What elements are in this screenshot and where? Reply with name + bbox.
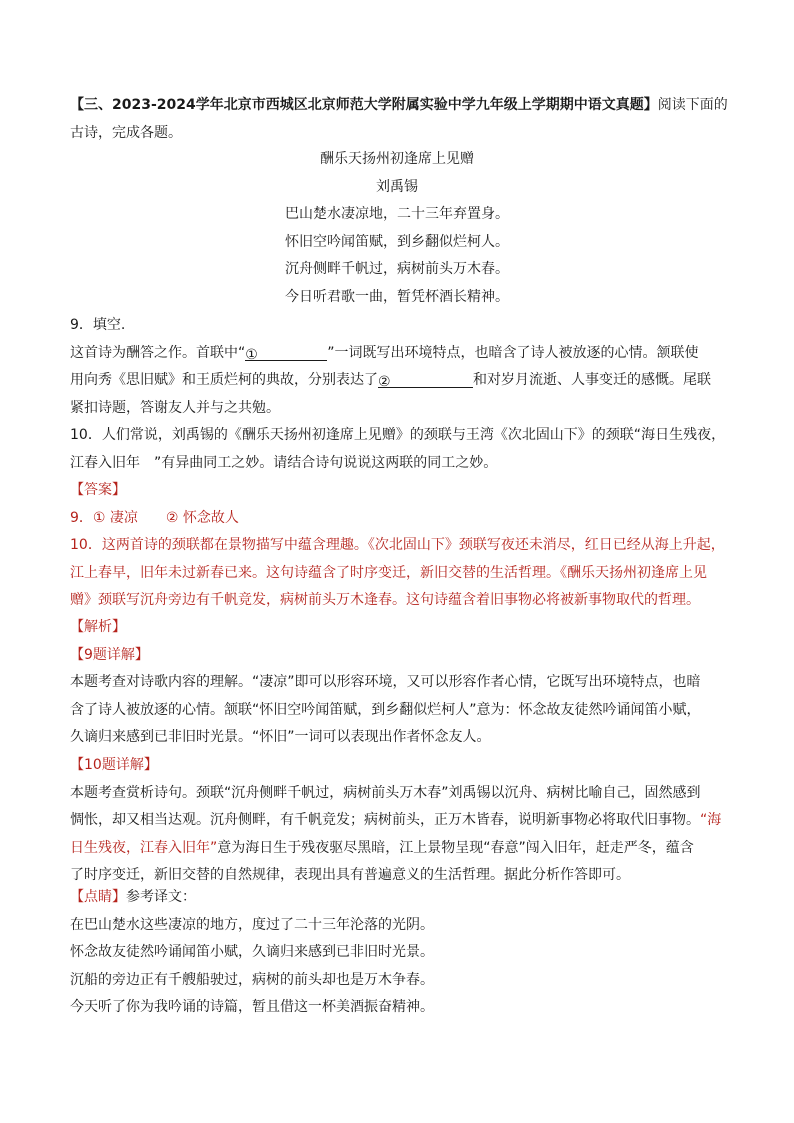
poem	[230, 146, 564, 312]
blank-marker: ①	[245, 346, 258, 363]
answer-10-line: 10．这两首诗的颈联都在景物描写中蕴含理趣。《次北固山下》颈联写夜还未消尽，红日已经从海上升起，	[70, 537, 725, 554]
answer-10-line: 江上春早，旧年未过新春已来。这句诗蕴含了时序变迁，新旧交替的生活哲理。《酬乐天扬州初逢席上见	[70, 564, 707, 581]
poem-line: 巴山楚水凄凉地，二十三年弃置身。	[285, 206, 509, 223]
notes-heading-rest: 参考译文：	[126, 889, 196, 905]
translation-line: 在巴山楚水这些凄凉的地方，度过了二十三年沦落的光阴。	[70, 916, 434, 933]
answer-section	[70, 477, 730, 615]
translation-line: 怀念故友徒然吟诵闻笛小赋，久谪归来感到已非旧时光景。	[70, 944, 434, 961]
detail-10-text: 意为海日生于残夜驱尽黑暗，江上景物呈现“春意”闯入旧年，赶走严冬，蕴含	[217, 839, 694, 856]
answer-heading: 【答案】	[70, 482, 126, 498]
poem-line: 今日听君歌一曲，暂凭杯酒长精神。	[285, 288, 509, 305]
q9-text: 用向秀《思旧赋》和王质烂柯的典故，分别表达了	[70, 372, 378, 389]
poem-line: 怀旧空吟闻笛赋，到乡翻似烂柯人。	[285, 233, 509, 250]
q9-blank-1[interactable]	[245, 342, 327, 361]
q10-text: 江春入旧年 ”有异曲同工之妙。请结合诗句说说这两联的同工之妙。	[70, 454, 498, 471]
header-source: 三、2023-2024学年北京市西城区北京师范大学附属实验中学九年级上学期期中语文真题	[84, 97, 644, 113]
q9-blank-2[interactable]	[378, 369, 473, 391]
notes-heading: 【点睛】	[70, 889, 126, 905]
poem-line: 沉舟侧畔千帆过，病树前头万木春。	[285, 261, 509, 278]
detail-9-heading: 【9题详解】	[70, 646, 149, 663]
detail-10-line: 了时序变迁，新旧交替的自然规律，表现出具有普遍意义的生活哲理。据此分析作答即可。	[70, 867, 630, 884]
blank-marker: ②	[378, 374, 391, 391]
detail-9-line: 本题考查对诗歌内容的理解。“凄凉”即可以形容环境，又可以形容作者心情，它既写出环境特点，也暗	[70, 674, 701, 691]
q9-text: 这首诗为酬答之作。首联中“	[70, 344, 246, 361]
header-instruction-b: 古诗，完成各题。	[70, 124, 182, 141]
header-bracket-close: 】	[643, 97, 658, 113]
q9-text: ”一词既写出环境特点，也暗含了诗人被放逐的心情。颔联使	[327, 344, 699, 361]
question-9	[70, 312, 730, 422]
detail-9-line: 含了诗人被放逐的心情。颔联“怀旧空吟闻笛赋，到乡翻似烂柯人”意为：怀念故友徒然吟诵闻笛小赋，	[70, 701, 701, 718]
detail-9-line: 久谪归来感到已非旧时光景。“怀旧”一词可以表现出作者怀念友人。	[70, 729, 491, 746]
analysis-heading: 【解析】	[70, 619, 126, 635]
q9-label: 9．填空.	[70, 317, 126, 333]
analysis-section	[70, 614, 730, 890]
header-instruction-a: 阅读下面的	[657, 97, 728, 113]
notes-section	[70, 884, 730, 1022]
detail-10-quote: 日生残夜，江春入旧年”	[70, 839, 218, 856]
detail-10-quote: “海	[700, 812, 722, 829]
q10-text: 10．人们常说，刘禹锡的《酬乐天扬州初逢席上见赠》的颈联与王湾《次北固山下》的颈联“海日生残夜，	[70, 427, 726, 443]
detail-10-heading: 【10题详解】	[70, 756, 158, 773]
translation-line: 今天听了你为我吟诵的诗篇，暂且借这一杯美酒振奋精神。	[70, 999, 434, 1016]
answer-9: 9．① 凄凉 ② 怀念故人	[70, 509, 239, 526]
q9-text: 和对岁月流逝、人事变迁的感慨。尾联	[473, 372, 711, 389]
q9-text: 紧扣诗题，答谢友人并与之共勉。	[70, 399, 280, 416]
detail-10-text: 惆怅，却又相当达观。沉舟侧畔，有千帆竞发；病树前头，正万木皆春，说明新事物必将取代旧事物。	[70, 812, 700, 829]
answer-10-line: 赠》颈联写沉舟旁边有千帆竞发，病树前头万木逢春。这句诗蕴含着旧事物必将被新事物取代的哲理。	[70, 592, 700, 609]
translation-line: 沉船的旁边正有千艘船驶过，病树的前头却也是万木争春。	[70, 971, 434, 988]
question-header	[70, 92, 730, 147]
poem-author: 刘禹锡	[376, 178, 418, 195]
header-bracket-open: 【	[70, 97, 84, 113]
detail-10-line: 本题考查赏析诗句。颈联“沉舟侧畔千帆过，病树前头万木春”刘禹锡以沉舟、病树比喻自己，固然感到	[70, 784, 701, 801]
question-10	[70, 422, 730, 477]
poem-title: 酬乐天扬州初逢席上见赠	[320, 151, 474, 167]
